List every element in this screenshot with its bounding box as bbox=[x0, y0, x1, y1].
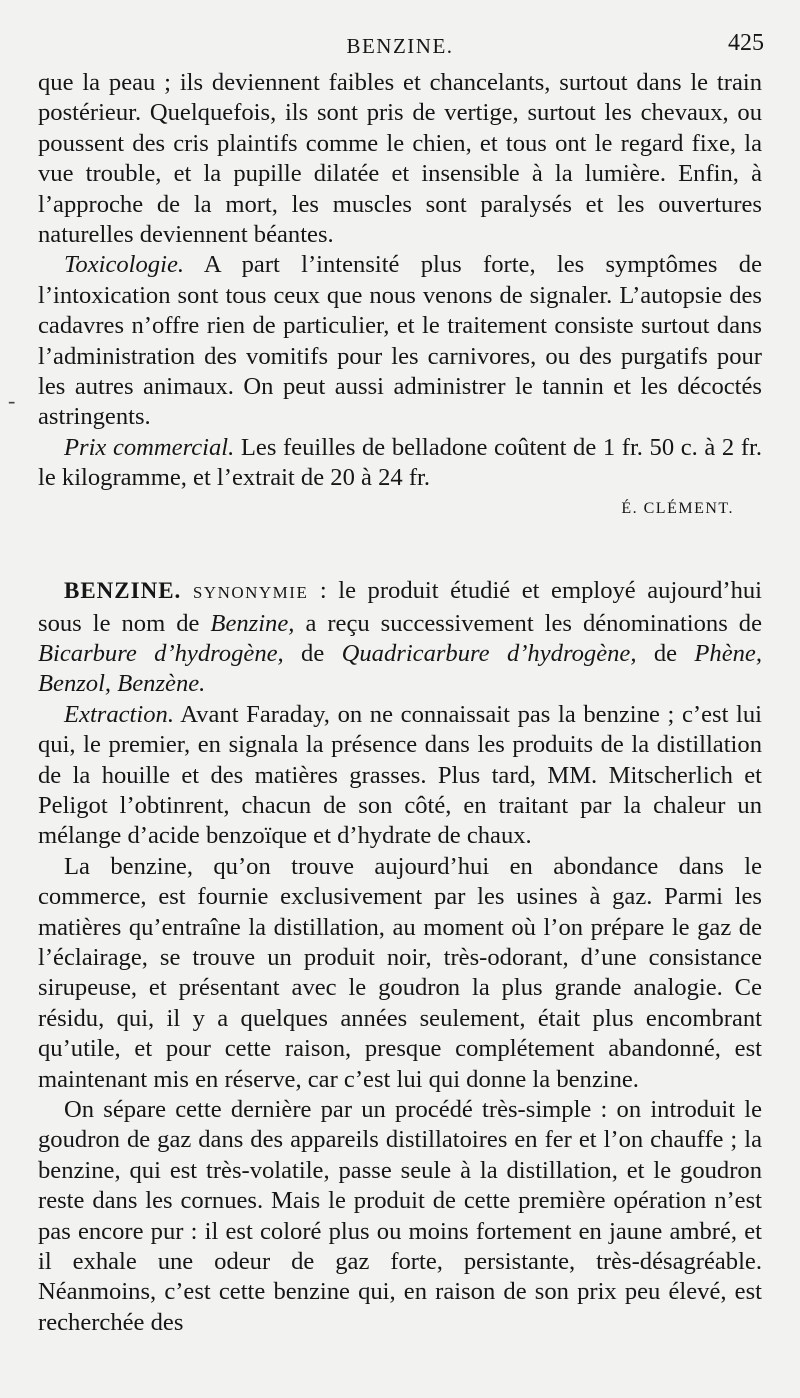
running-head bbox=[38, 28, 762, 68]
toxicologie-text: A part l’intensité plus forte, les symptômes de l’intoxication sont tous ceux que nous venons de signaler. L’autopsie des cadavres n’offre rien de particulier, et le traitement consiste surtout dans l’administration des vomitifs pour les carnivores, ou des purgatifs pour les autres animaux. On peut aussi administrer le tannin et les décoctés astringents. bbox=[38, 251, 762, 431]
extraction-paragraph bbox=[38, 700, 762, 852]
running-title: BENZINE. bbox=[346, 34, 454, 58]
toxicologie-label: Toxicologie. bbox=[64, 251, 185, 279]
page-number: 425 bbox=[728, 30, 764, 56]
intro-text-4: de bbox=[636, 639, 695, 667]
signature-line bbox=[38, 494, 762, 524]
name-benzine: Benzine, bbox=[210, 609, 295, 637]
prix-text: Les feuilles de belladone coûtent de 1 fr. 50 c. à 2 fr. le kilogramme, et l’extrait de 20 à 24 fr. bbox=[38, 433, 762, 492]
entry-separator bbox=[38, 524, 762, 576]
extraction-label: Extraction. bbox=[64, 700, 174, 728]
entry-headword: BENZINE. bbox=[64, 578, 182, 604]
intro-text-3: de bbox=[283, 639, 342, 667]
synonymie-label: SYNONYMIE bbox=[192, 583, 309, 603]
continuation-text: que la peau ; ils deviennent faibles et chancelants, surtout dans le train postérieur. Quelquefois, ils sont pris de vertige, surtout les chevaux, ou poussent des cris plaintifs comme le chien, et tous ont le regard fixe, la vue trouble, et la pupille dilatée et insensible à la lumière. Enfin, à l’approche de la mort, les muscles sont paralysés et les ouvertures naturelles deviennent béantes. bbox=[38, 69, 762, 249]
extraction-text: Avant Faraday, on ne connaissait pas la benzine ; c’est lui qui, le premier, en signala la présence dans les produits de la distillation de la houille et des matières grasses. Plus tard, MM. Mitscherlich et Peligot l’obtinrent, chacun de son côté, en traitant par la chaleur un mélange d’acide benzoïque et d’hydrate de chaux. bbox=[38, 700, 762, 850]
intro-text-2: a reçu successivement les dénominations de bbox=[294, 609, 762, 637]
prix-paragraph bbox=[38, 433, 762, 494]
continuation-paragraph bbox=[38, 68, 762, 250]
text-body bbox=[38, 68, 762, 1338]
commerce-text: La benzine, qu’on trouve aujourd’hui en abondance dans le commerce, est fournie exclusivement par les usines à gaz. Parmi les matières qu’entraîne la distillation, au moment où l’on prépare le gaz de l’éclairage, se trouve un produit noir, très-odorant, d’une consistance sirupeuse, et présentant avec le goudron la plus grande analogie. Ce résidu, qui, il y a quelques années seulement, était plus encombrant qu’utile, et pour cette raison, presque complétement abandonné, est maintenant mis en réserve, car c’est lui qui donne la benzine. bbox=[38, 852, 762, 1093]
separation-paragraph bbox=[38, 1095, 762, 1338]
name-quadricarbure: Quadricarbure d’hydrogène, bbox=[341, 639, 637, 667]
commerce-paragraph bbox=[38, 852, 762, 1095]
intro-text-1: : le produit étudié et employé aujourd’hui sous le nom de bbox=[38, 577, 762, 637]
benzine-entry-intro bbox=[38, 576, 762, 700]
names-tail: Phène, Benzol, Benzène. bbox=[38, 639, 762, 698]
name-bicarbure: Bicarbure d’hydrogène, bbox=[38, 639, 284, 667]
separation-text: On sépare cette dernière par un procédé très-simple : on introduit le goudron de gaz dans des appareils distillatoires en fer et l’on chauffe ; la benzine, qui est très-volatile, passe seule à la distillation, et le goudron reste dans les cornues. Mais le produit de cette première opération n’est pas encore pur : il est coloré plus ou moins fortement en jaune ambré, et il exhale une odeur de gaz forte, persistante, très-désagréable. Néanmoins, c’est cette benzine qui, en raison de son prix peu élevé, est recherchée des bbox=[38, 1096, 762, 1336]
toxicologie-paragraph bbox=[38, 250, 762, 432]
margin-mark: - bbox=[8, 388, 16, 413]
author-signature: É. CLÉMENT. bbox=[621, 499, 734, 517]
prix-label: Prix commercial. bbox=[64, 433, 235, 461]
